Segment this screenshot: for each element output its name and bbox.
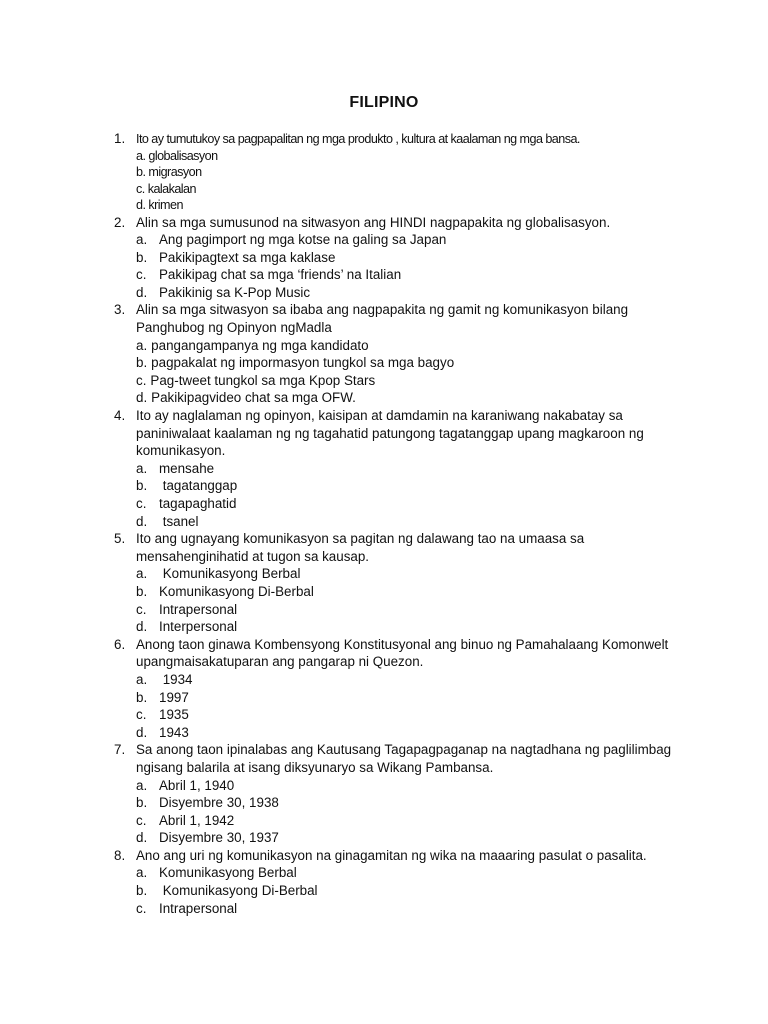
choice-a [136,148,674,165]
question-4 [114,407,674,530]
choice-a [136,565,674,583]
choice-text: Pakikipagvideo chat sa mga OFW. [151,390,356,406]
choice-letter: c. [136,372,147,388]
choice-letter: a. [136,460,148,476]
question-text: Anong taon ginawa Kombensyong Konstitusyonal ang binuo ng Pamahalaang Komonwelt upangmaisakatuparan ang pangarap ni Quezon. [136,636,669,670]
question-number: 2. [114,214,126,230]
choice-d [136,389,674,407]
choice-text: Intrapersonal [159,900,238,916]
choice-text: Pakikinig sa K-Pop Music [159,284,311,300]
choice-letter: c. [136,267,147,283]
choice-text: Komunikasyong Berbal [159,865,297,881]
question-2 [114,214,674,302]
choice-text: Disyembre 30, 1937 [159,830,279,846]
choice-a [136,671,674,689]
question-number: 4. [114,408,126,424]
choice-text: krimen [148,198,183,212]
choice-c [136,601,674,619]
choice-text: Komunikasyong Di-Berbal [159,883,318,899]
question-text: Alin sa mga sitwasyon sa ibaba ang nagpapakita ng gamit ng komunikasyon bilang Panghubog ng Opinyon ngMadla [136,302,629,336]
question-number: 8. [114,847,126,863]
choice-letter: d. [136,390,148,406]
choice-text: Komunikasyong Di-Berbal [159,583,314,599]
choice-a [136,864,674,882]
choice-letter: b. [136,583,148,599]
choice-text: tagatanggap [159,478,238,494]
choice-letter: d. [136,284,148,300]
choice-letter: b. [136,795,148,811]
question-number: 3. [114,302,126,318]
choice-text: Komunikasyong Berbal [159,566,301,582]
question-list [114,131,674,917]
choice-a [136,460,674,478]
choice-text: Intrapersonal [159,601,238,617]
choice-text: globalisasyon [148,148,218,163]
choice-text: 1934 [159,671,193,687]
choice-letter: d. [136,198,146,212]
choice-letter: c. [136,496,147,511]
choice-letter: a. [136,865,148,881]
choice-letter: a. [136,148,146,163]
choice-text: tagapaghatid [159,496,237,511]
choice-b [136,477,674,495]
choice-text: tsanel [159,513,199,529]
question-number: 1. [114,131,126,146]
choice-text: Pakikipag chat sa mga ‘friends’ na Italian [159,267,402,283]
question-number: 6. [114,636,126,652]
choice-letter: b. [136,165,146,179]
choice-d [136,284,674,302]
choice-c [136,706,674,724]
choice-d [136,724,674,742]
question-text: Ito ay tumutukoy sa pagpapalitan ng mga produkto , kultura at kaalaman ng mga bansa. [136,132,580,146]
choice-c [136,372,674,390]
choice-text: 1997 [159,689,189,705]
choice-b [136,164,674,181]
choice-letter: c. [136,707,147,723]
choice-text: Pakikipagtext sa mga kaklase [159,249,336,265]
choice-text: Abril 1, 1942 [159,812,235,828]
choice-letter: a. [136,777,148,793]
question-text: Ito ay naglalaman ng opinyon, kaisipan at damdamin na karaniwang nakabatay sa paniniwalaat kaalaman ng ng tagahatid patungong tagatanggap upang magkaroon ng komunikasyon. [136,408,644,459]
choice-a [136,231,674,249]
choice-letter: a. [136,566,148,582]
choice-c [136,495,674,513]
choice-d [136,513,674,531]
choice-text: Abril 1, 1940 [159,777,235,793]
question-8 [114,847,674,917]
question-6 [114,636,674,742]
choice-d [136,829,674,847]
choice-b [136,882,674,900]
choice-c [136,900,674,918]
question-number: 7. [114,742,126,758]
question-3 [114,301,674,407]
choice-text: migrasyon [148,165,202,179]
question-text: Sa anong taon ipinalabas ang Kautusang Tagapagpaganap na nagtadhana ng paglilimbag ngisang balarila at isang diksyunaryo sa Wikang Pambansa. [136,742,672,775]
choice-c [136,266,674,284]
choice-letter: d. [136,513,148,529]
choice-letter: d. [136,724,148,740]
choice-letter: b. [136,249,148,265]
question-number: 5. [114,531,126,547]
choice-d [136,197,674,214]
choice-text: pagpakalat ng impormasyon tungkol sa mga bagyo [151,355,455,371]
choice-c [136,812,674,830]
choice-letter: b. [136,355,148,371]
question-text: Ano ang uri ng komunikasyon na ginagamitan ng wika na maaaring pasulat o pasalita. [136,847,647,863]
choice-text: Pag-tweet tungkol sa mga Kpop Stars [150,372,376,388]
choice-b [136,794,674,812]
choice-text: 1935 [159,707,189,723]
question-text: Alin sa mga sumusunod na sitwasyon ang HINDI nagpapakita ng globalisasyon. [136,214,611,230]
choice-letter: d. [136,830,148,846]
choice-letter: a. [136,671,148,687]
choice-letter: b. [136,689,148,705]
choice-b [136,354,674,372]
question-5 [114,530,674,636]
page-title: FILIPINO [349,94,419,111]
choice-letter: c. [136,812,147,828]
choice-text: mensahe [159,460,215,476]
choice-text: pangangampanya ng mga kandidato [151,337,369,353]
choice-c [136,181,674,198]
choice-b [136,249,674,267]
choice-a [136,337,674,355]
choice-d [136,618,674,636]
choice-letter: a. [136,337,148,353]
choice-letter: a. [136,232,148,248]
choice-letter: c. [136,900,147,916]
choice-a [136,777,674,795]
question-7 [114,741,674,847]
choice-b [136,583,674,601]
choice-b [136,689,674,707]
choice-text: Interpersonal [159,619,238,635]
choice-text: 1943 [159,724,189,740]
choice-text: kalakalan [147,181,196,196]
choice-text: Disyembre 30, 1938 [159,795,279,811]
choice-letter: c. [136,601,147,617]
choice-text: Ang pagimport ng mga kotse na galing sa Japan [159,232,447,248]
choice-letter: d. [136,619,148,635]
choice-letter: b. [136,478,148,494]
question-1 [114,131,674,214]
choice-letter: b. [136,883,148,899]
question-text: Ito ang ugnayang komunikasyon sa pagitan ng dalawang tao na umaasa sa mensahenginihatid at tugon sa kausap. [136,531,585,564]
choice-letter: c. [136,181,145,196]
